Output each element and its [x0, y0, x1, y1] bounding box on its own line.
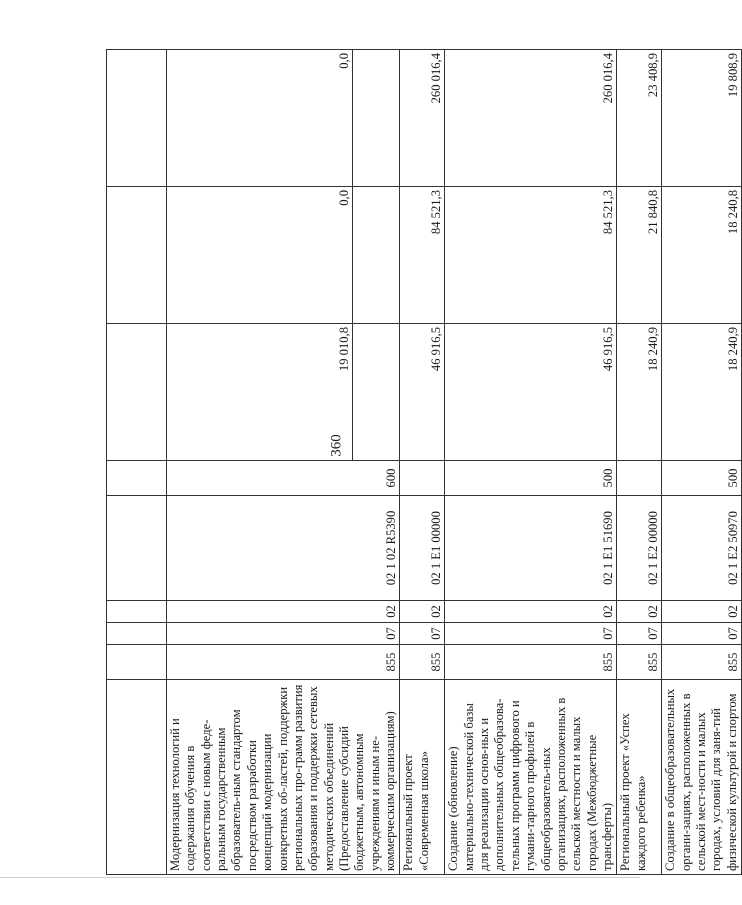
amount-year-3: 23 408,9	[617, 50, 662, 187]
expense-kind	[617, 461, 662, 496]
row-name: Региональный проект «Современная школа»	[400, 680, 445, 875]
section-code: 07	[167, 623, 400, 645]
row-name: Создание (обновление) материально-технической базы для реализации основ-ных и дополнительных общеобразова-тельных программ цифрового и гумани-тарного профилей в общеобразователь-ных организациях, расположенных в сельской местности и малых городах (Межбюджетные трансферты)	[445, 680, 617, 875]
section-code: 07	[662, 623, 742, 645]
amount-year-2: 0,0	[167, 187, 353, 324]
ministry-code: 855	[445, 645, 617, 680]
expense-kind	[400, 461, 445, 496]
target-article: 02 1 02 R5390	[167, 496, 400, 601]
expense-kind: 500	[662, 461, 742, 496]
budget-table-area	[106, 50, 740, 875]
table-row	[167, 50, 353, 875]
amount-year-3: 260 016,4	[445, 50, 617, 187]
target-article: 02 1 E2 50970	[662, 496, 742, 601]
amount-year-2: 18 240,8	[662, 187, 742, 324]
subsection-code: 02	[445, 601, 617, 623]
expense-kind: 600	[167, 461, 400, 496]
ministry-code: 855	[167, 645, 400, 680]
amount-year-3: 19 808,9	[662, 50, 742, 187]
row-name: Региональный проект «Успех каждого ребенка»	[617, 680, 662, 875]
row-name: Создание в общеобразовательных органи-зациях, расположенных в сельской мест-ности и малых городах, условий для заня-тий физической культурой и спортом	[662, 680, 742, 875]
amount-year-2: 84 521,3	[400, 187, 445, 324]
target-article: 02 1 E1 00000	[400, 496, 445, 601]
table-row	[400, 50, 445, 875]
amount-year-2: 21 840,8	[617, 187, 662, 324]
subsection-code: 02	[662, 601, 742, 623]
amount-year-3: 0,0	[167, 50, 353, 187]
amount-year-2: 84 521,3	[445, 187, 617, 324]
table-row	[662, 50, 742, 875]
section-code: 07	[400, 623, 445, 645]
amount-year-1: 46 916,5	[400, 324, 445, 461]
row-name: Модернизация технологий и содержания обучения в соответствии с новым феде-ральным государственным образователь-ным стандартом посредством разработки концепций модернизации конкретных об-ластей, поддержки региональных про-грамм развития образования и поддержки сетевых методических объединений (Предоставление субсидий бюджетным, автономным учреждениям и иным не-коммерческим организациям)	[167, 680, 400, 875]
bottom-rule	[0, 877, 640, 878]
amount-year-1: 19 010,8	[167, 324, 353, 461]
subsection-code: 02	[167, 601, 400, 623]
target-article: 02 1 E1 51690	[445, 496, 617, 601]
table-row	[617, 50, 662, 875]
expense-kind: 500	[445, 461, 617, 496]
section-code: 07	[445, 623, 617, 645]
table-row	[107, 50, 167, 875]
subsection-code: 02	[400, 601, 445, 623]
amount-year-3: 260 016,4	[400, 50, 445, 187]
ministry-code: 855	[400, 645, 445, 680]
target-article: 02 1 E2 00000	[617, 496, 662, 601]
subsection-code: 02	[617, 601, 662, 623]
section-code: 07	[617, 623, 662, 645]
page-number: 360	[328, 434, 345, 457]
amount-year-1: 18 240,9	[662, 324, 742, 461]
ministry-code: 855	[617, 645, 662, 680]
ministry-code: 855	[662, 645, 742, 680]
amount-year-1: 46 916,5	[445, 324, 617, 461]
table-row	[445, 50, 617, 875]
budget-table	[106, 49, 742, 875]
amount-year-1: 18 240,9	[617, 324, 662, 461]
